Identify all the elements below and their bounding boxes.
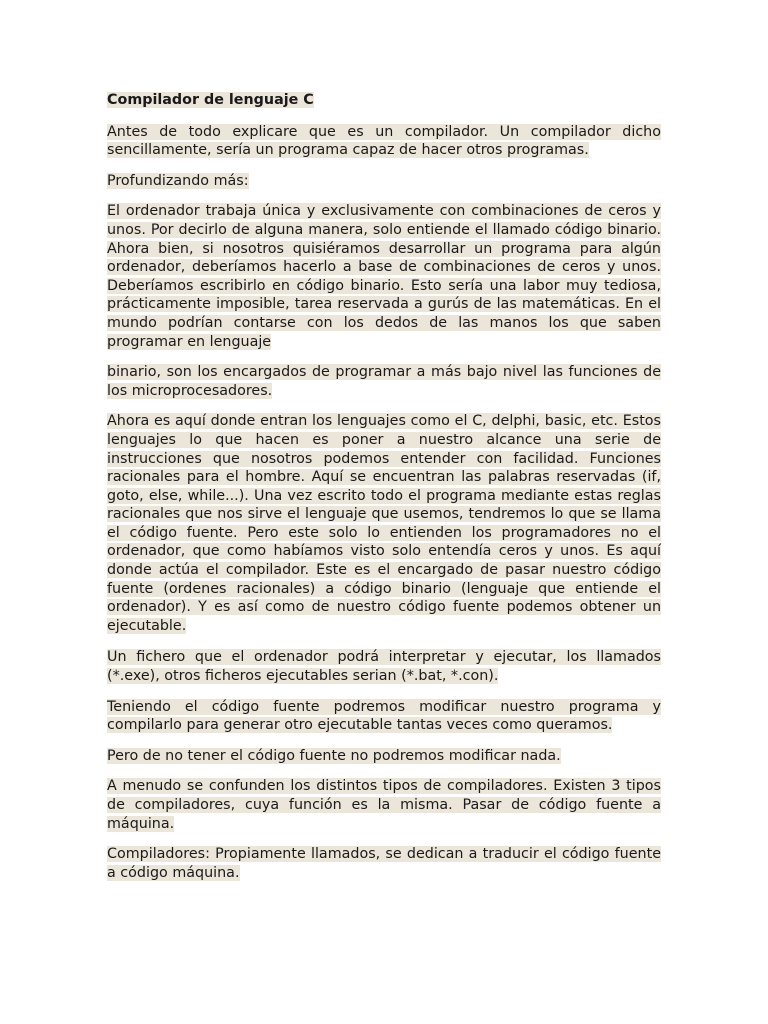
paragraph-subheading: Profundizando más:	[107, 172, 249, 189]
paragraph-no-source: Pero de no tener el código fuente no podremos modificar nada.	[107, 747, 561, 764]
paragraph-intro: Antes de todo explicare que es un compilador. Un compilador dicho sencillamente, sería un programa capaz de hacer otros programas.	[107, 123, 661, 159]
paragraph-compiler-types: A menudo se confunden los distintos tipos de compiladores. Existen 3 tipos de compiladores, cuya función es la misma. Pasar de código fuente a máquina.	[107, 778, 661, 832]
paragraph-source-code: Teniendo el código fuente podremos modificar nuestro programa y compilarlo para generar otro ejecutable tantas veces como queramos.	[107, 698, 661, 734]
paragraph-executables: Un fichero que el ordenador podrá interpretar y ejecutar, los llamados (*.exe), otros ficheros ejecutables serian (*.bat, *.con).	[107, 649, 661, 685]
paragraph-binary: El ordenador trabaja única y exclusivamente con combinaciones de ceros y unos. Por decirlo de alguna manera, solo entiende el llamado código binario. Ahora bien, si nosotros quisiéramos desarrollar un programa para algún ordenador, deberíamos hacerlo a base de combinaciones de ceros y unos. Deberíamos escribirlo en código binario. Esto sería una labor muy tediosa, prácticamente imposible, tarea reservada a gurús de las matemáticas. En el mundo podrían contarse con los dedos de las manos los que saben programar en lenguaje	[107, 203, 661, 350]
paragraph-compilers: Compiladores: Propiamente llamados, se dedican a traducir el código fuente a código máquina.	[107, 846, 661, 881]
document-title	[107, 91, 661, 110]
paragraph-languages: Ahora es aquí donde entran los lenguajes como el C, delphi, basic, etc. Estos lenguajes lo que hacen es poner a nuestro alcance una serie de instrucciones que nosotros podemos entender con facilidad. Funciones racionales para el hombre. Aquí se encuentran las palabras reservadas (if, goto, else, while...). Una vez escrito todo el programa mediante estas reglas racionales que nos sirve el lenguaje que usemos, tendremos lo que se llama el código fuente. Pero este solo lo entienden los programadores no el ordenador, que como habíamos visto solo entendía ceros y unos. Es aquí donde actúa el compilador. Este es el encargado de pasar nuestro código fuente (ordenes racionales) a código binario (lenguaje que entiende el ordenador). Y es así como de nuestro código fuente podemos obtener un ejecutable.	[107, 413, 661, 634]
document-title-text: Compilador de lenguaje C	[107, 92, 314, 108]
document-page	[107, 91, 661, 894]
paragraph-binary-continued: binario, son los encargados de programar a más bajo nivel las funciones de los microprocesadores.	[107, 364, 661, 399]
